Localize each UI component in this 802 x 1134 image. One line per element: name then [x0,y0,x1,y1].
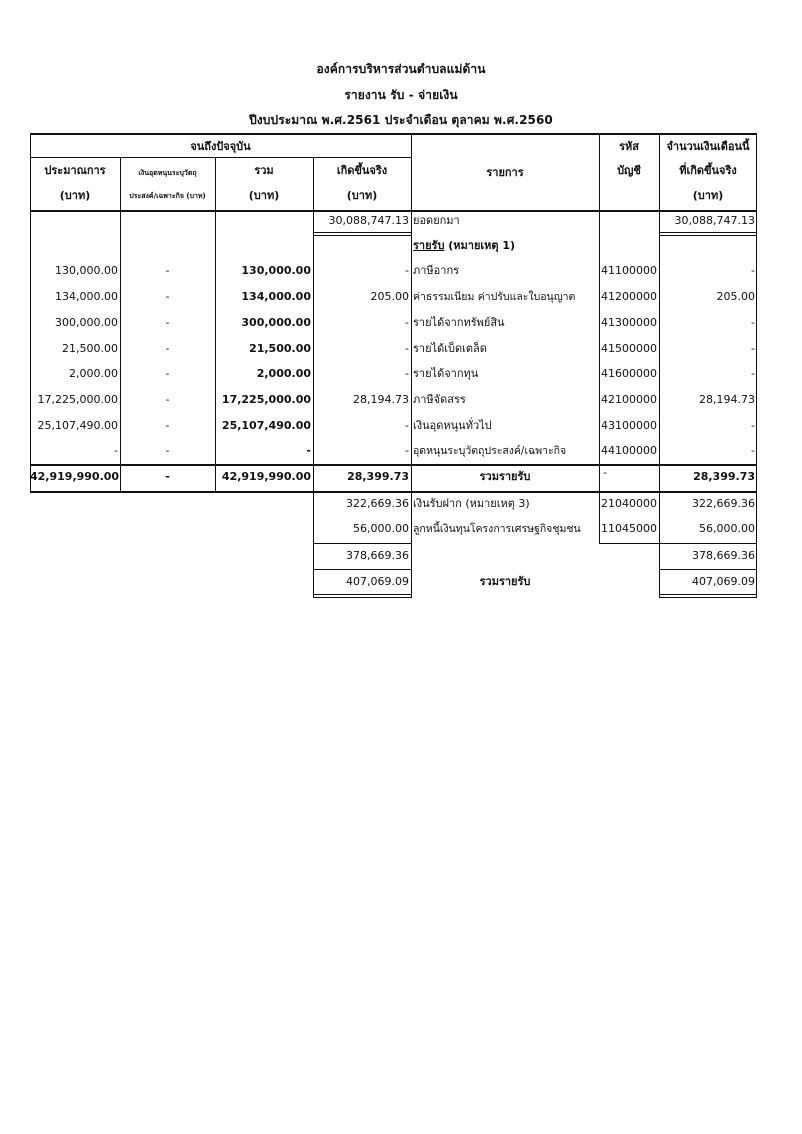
table-cell-total: - [306,444,311,457]
subsidy-header-1: เงินอุดหนุนระบุวัตถุ [138,169,197,177]
table-cell-actual: - [405,264,409,277]
table-cell-total: 130,000.00 [241,264,311,277]
table-cell-code: 41500000 [601,342,657,355]
table-cell-month: 28,194.73 [699,393,755,406]
table-cell-actual: 322,669.36 [346,497,409,510]
table-cell-budget: 2,000.00 [69,367,118,380]
table-cell-month: 322,669.36 [692,497,755,510]
table-cell-total: 300,000.00 [241,316,311,329]
table-cell-actual: 28,194.73 [353,393,409,406]
table-cell-total: 134,000.00 [241,290,311,303]
table-cell-total: 2,000.00 [256,367,311,380]
item-header: รายการ [486,166,524,179]
subtotal-actual: 378,669.36 [346,549,409,562]
table-cell-month: - [751,367,755,380]
table-cell-code: 41600000 [601,367,657,380]
table-cell-item: เงินอุดหนุนทั่วไป [413,419,492,432]
table-cell-actual: 205.00 [370,290,409,303]
table-cell-budget: 300,000.00 [55,316,118,329]
table-cell-code: 21040000 [601,497,657,510]
table-cell-actual: - [405,342,409,355]
table-cell-actual: - [405,367,409,380]
table-cell-budget: - [114,444,118,457]
table-cell-code: 44100000 [601,444,657,457]
table-cell-month: 205.00 [716,290,755,303]
table-cell-budget: 134,000.00 [55,290,118,303]
month-header-1: จำนวนเงินเดือนนี้ [666,140,750,153]
table-cell-actual: - [405,444,409,457]
total-header: รวม [254,164,274,177]
budget-unit: (บาท) [59,189,91,202]
table-cell-item: ภาษีจัดสรร [413,393,466,406]
table-cell-total: 21,500.00 [249,342,311,355]
income-heading-label: รายรับ [413,239,445,252]
income-heading-note: (หมายเหตุ 1) [448,239,516,252]
carried-forward-month: 30,088,747.13 [674,214,755,227]
table-cell-item: ลูกหนี้เงินทุนโครงการเศรษฐกิจชุมชน [413,523,581,535]
table-cell-item: รายได้เบ็ดเตล็ด [413,342,487,355]
report-period: ปีงบประมาณ พ.ศ.2561 ประจำเดือน ตุลาคม พ.ศ.2560 [249,113,553,127]
table-cell-code: 41100000 [601,264,657,277]
subsidy-header-2: ประสงค์/เฉพาะกิจ (บาท) [129,192,206,200]
table-cell-subsidy: - [165,444,170,457]
income-heading [413,239,515,253]
table-cell-item: อุดหนุนระบุวัตถุประสงค์/เฉพาะกิจ [413,445,567,457]
table-cell-subsidy: - [165,264,170,277]
table-cell-month: - [751,342,755,355]
table-cell-month: 56,000.00 [699,522,755,535]
table-cell-actual: - [405,316,409,329]
organization-name: องค์การบริหารส่วนตำบลแม่ด้าน [316,62,486,76]
table-cell-budget: 17,225,000.00 [37,393,118,406]
table-cell-item: ค่าธรรมเนียม ค่าปรับและใบอนุญาต [413,291,576,303]
income-total-month: 28,399.73 [693,470,755,483]
table-cell-code: 11045000 [601,522,657,535]
income-total-label: รวมรายรับ [479,470,531,483]
table-cell-subsidy: - [165,342,170,355]
table-cell-budget: 21,500.00 [62,342,118,355]
table-cell-actual: 56,000.00 [353,522,409,535]
table-cell-actual: - [405,419,409,432]
table-cell-subsidy: - [165,290,170,303]
table-cell-month: - [751,419,755,432]
grand-total-month: 407,069.09 [692,575,755,588]
table-cell-subsidy: - [165,316,170,329]
income-total-actual: 28,399.73 [347,470,409,483]
budget-header: ประมาณการ [44,164,106,177]
actual-unit: (บาท) [346,189,378,202]
month-header-2: ที่เกิดขึ้นจริง [679,164,737,177]
code-header-1: รหัส [619,140,639,153]
code-header-2: บัญชี [617,164,641,177]
month-unit: (บาท) [692,189,724,202]
income-total-subsidy: - [165,470,170,483]
to-date-group-header: จนถึงปัจจุบัน [190,140,251,153]
table-cell-subsidy: - [165,419,170,432]
table-cell-code: 41200000 [601,290,657,303]
report-title: รายงาน รับ - จ่ายเงิน [344,88,458,102]
carried-forward-actual: 30,088,747.13 [328,214,409,227]
grand-total-label: รวมรายรับ [479,575,531,588]
table-cell-total: 25,107,490.00 [221,419,311,432]
table-cell-budget: 25,107,490.00 [37,419,118,432]
subtotal-month: 378,669.36 [692,549,755,562]
table-cell-item: รายได้จากทุน [413,367,479,380]
table-cell-code: 43100000 [601,419,657,432]
table-cell-total: 17,225,000.00 [221,393,311,406]
table-cell-item: ภาษีอากร [413,264,460,277]
table-cell-subsidy: - [165,367,170,380]
carried-forward-label: ยอดยกมา [413,214,460,227]
actual-header: เกิดขึ้นจริง [336,164,388,177]
table-cell-code: 41300000 [601,316,657,329]
table-cell-month: - [751,444,755,457]
income-total-budget: 42,919,990.00 [30,470,120,483]
income-total-code: - [603,466,607,479]
table-cell-subsidy: - [165,393,170,406]
income-total-total: 42,919,990.00 [221,470,311,483]
table-cell-budget: 130,000.00 [55,264,118,277]
table-cell-item: เงินรับฝาก (หมายเหตุ 3) [413,497,530,510]
table-cell-code: 42100000 [601,393,657,406]
table-cell-month: - [751,264,755,277]
table-cell-month: - [751,316,755,329]
grand-total-actual: 407,069.09 [346,575,409,588]
table-cell-item: รายได้จากทรัพย์สิน [413,316,505,329]
total-unit: (บาท) [248,189,280,202]
